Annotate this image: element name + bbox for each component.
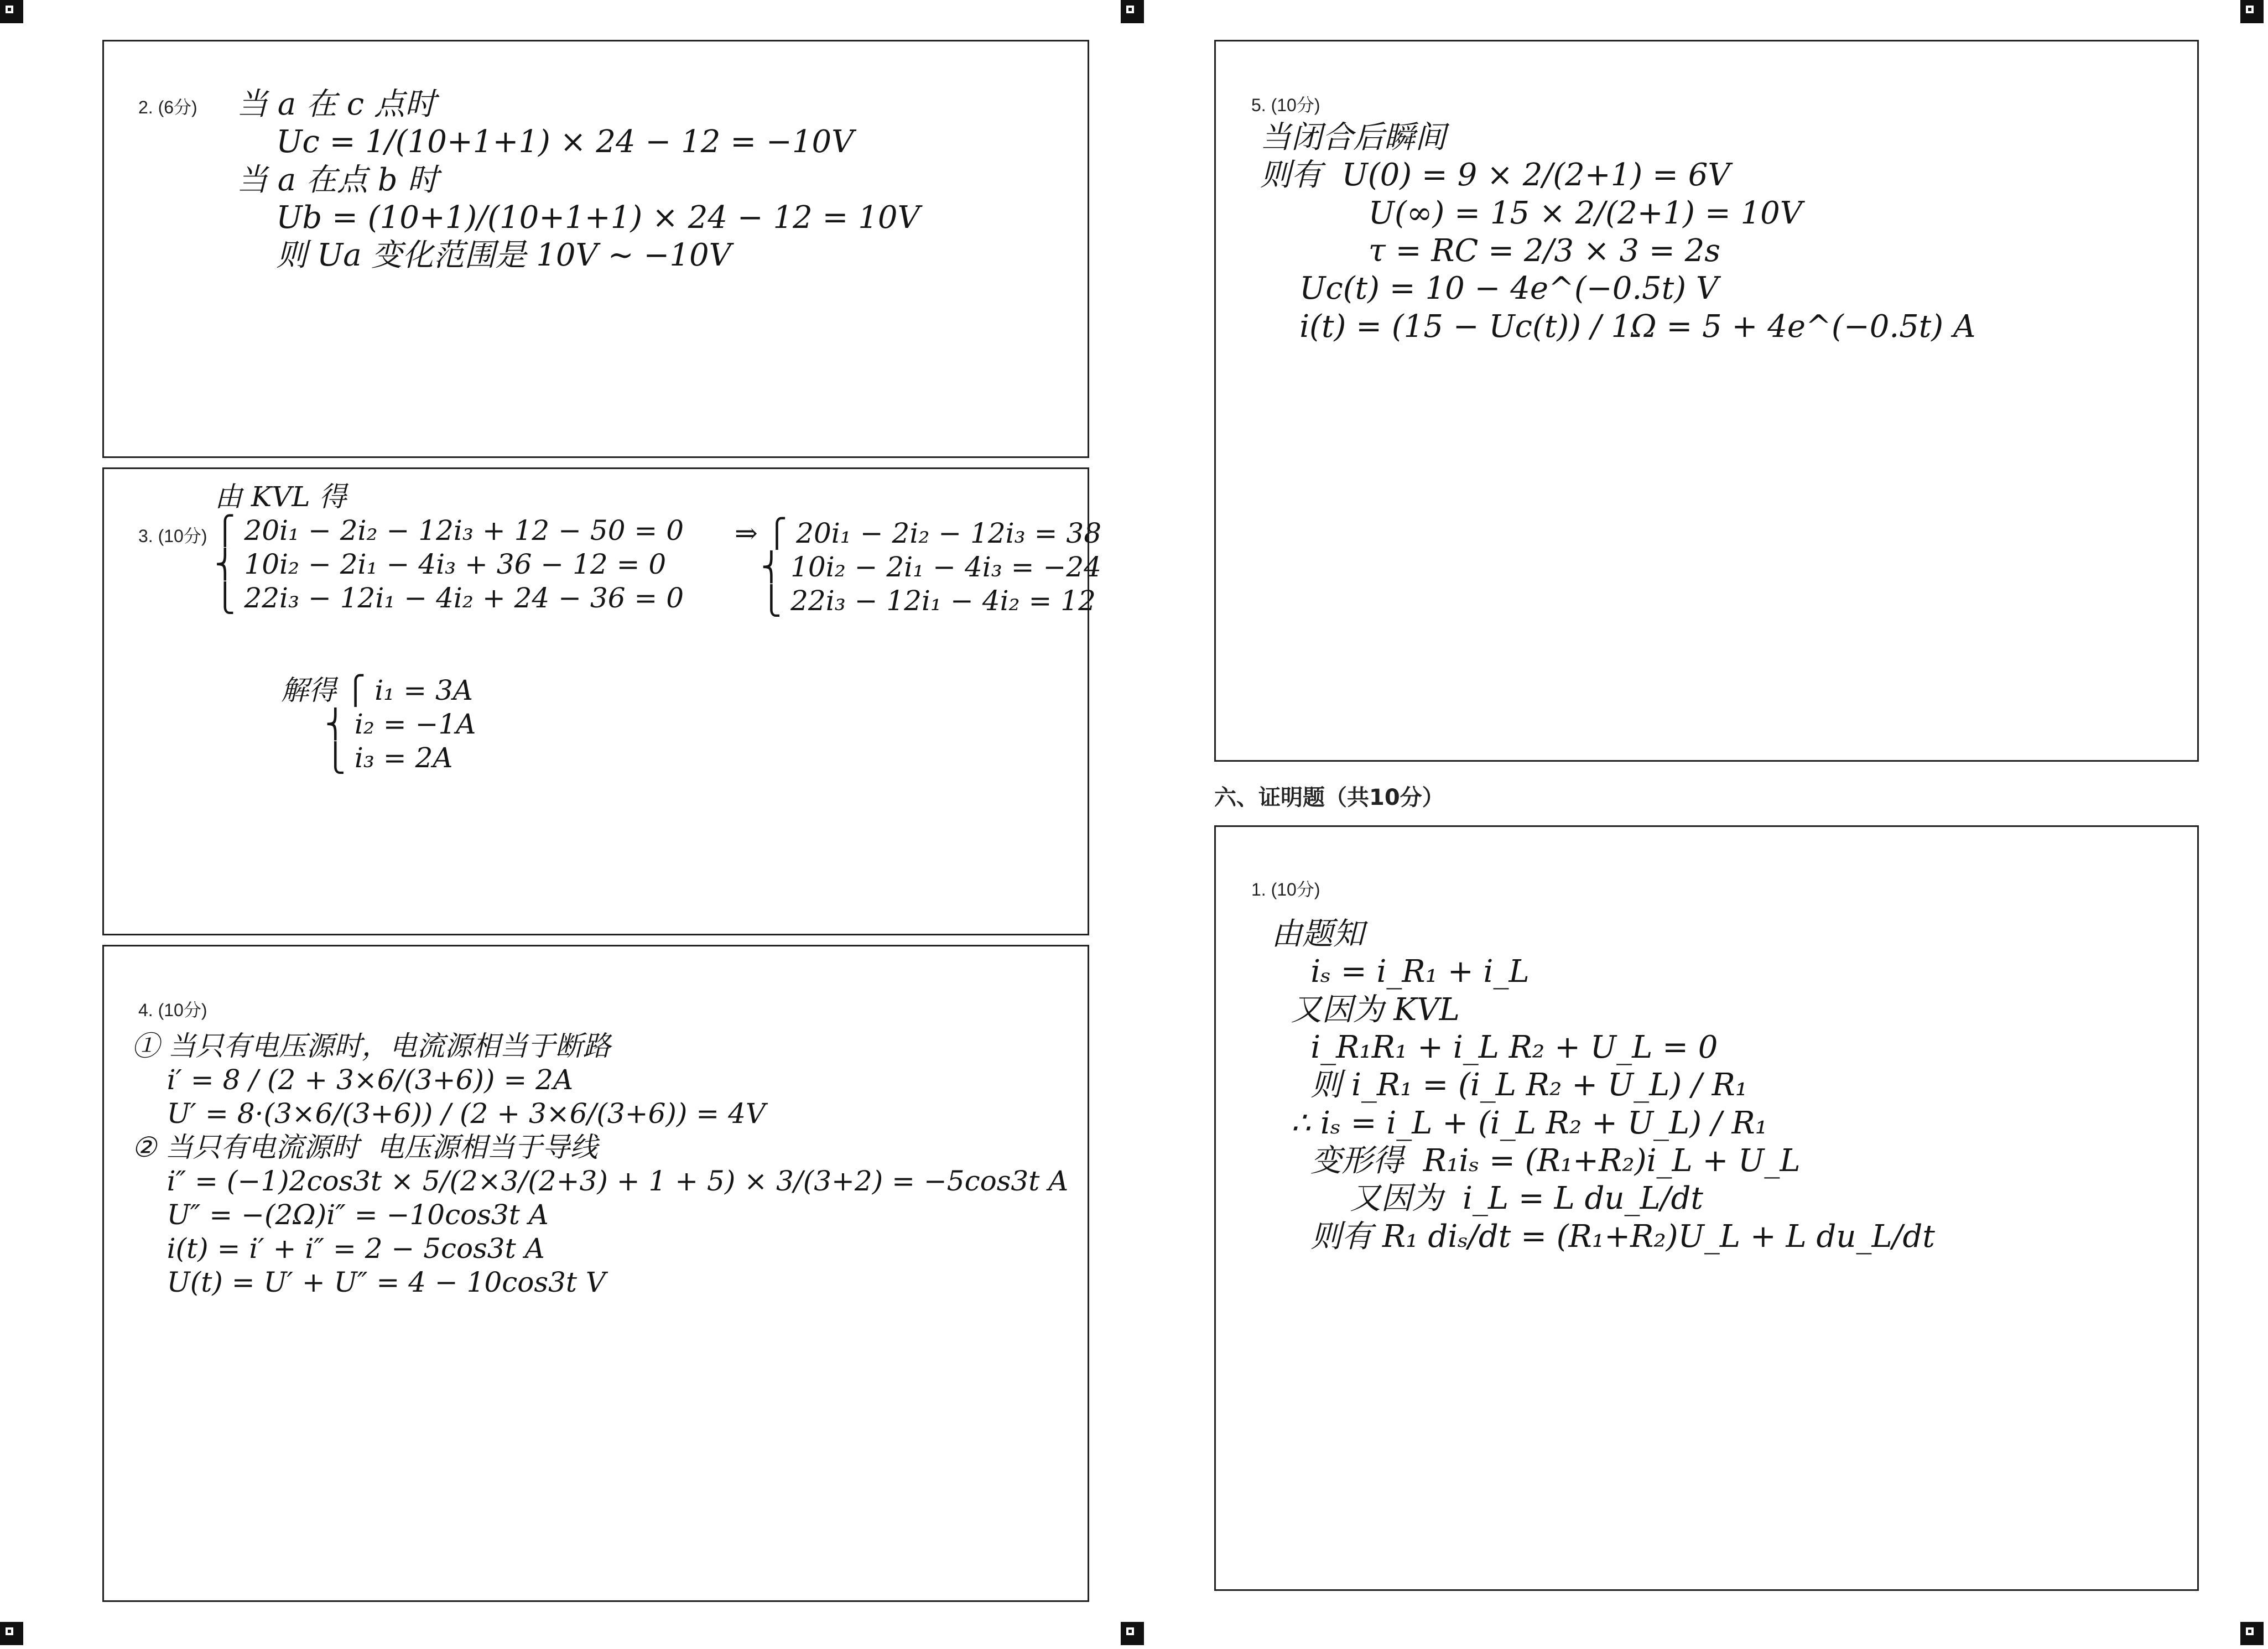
corner-mark-bottom-left <box>0 1622 23 1645</box>
question-label: 4. (10分) <box>138 1000 207 1020</box>
corner-mark-top-right <box>2240 0 2264 23</box>
handwritten-answer: 由题知 iₛ = i_R₁ + i_L 又因为 KVL i_R₁R₁ + i_L R₂ + U_L = 0 则 i_R₁ = (i_L R₂ + U_L) / R₁ ∴ iₛ = i_L + (i_L R₂ + U_L) / R₁ 变形得 R₁iₛ = (R₁+R₂)i_L + U_L 又因为 i_L = L du_L/dt 则有 R₁ diₛ/dt = (R₁+R₂)U_L + L du_L/dt <box>1271 916 1935 1255</box>
handwritten-answer: ① 当只有电压源时，电流源相当于断路 i′ = 8 / (2 + 3×6/(3+6)) = 2A U′ = 8·(3×6/(3+6)) / (2 + 3×6/(3+6)) = 4V ② 当只有电流源时 电压源相当于导线 i″ = (−1)2cos3t × 5/(2×3/(2+3) + 1 + 5) × 3/(3+2) = −5cos3t A U″ = −(2Ω)i″ = −10cos3t A i(t) = i′ + i″ = 2 − 5cos3t A U(t) = U′ + U″ = 4 − 10cos3t V <box>132 1030 1069 1298</box>
handwritten-equations: 由 KVL 得 ⎧ 20i₁ − 2i₂ − 12i₃ + 12 − 50 = 0 ⎨ 10i₂ − 2i₁ − 4i₃ + 36 − 12 = 0 ⎩ 22i₃ − 12i₁ − 4i₂ + 24 − 36 = 0 <box>215 481 684 614</box>
question-label: 3. (10分) <box>138 526 207 546</box>
handwritten-simplified-equations: ⇒ ⎧ 20i₁ − 2i₂ − 12i₃ = 38 ⎨ 10i₂ − 2i₁ − 4i₃ = −24 ⎩ 22i₃ − 12i₁ − 4i₂ = 12 <box>735 517 1102 617</box>
corner-mark-top-left <box>0 0 23 23</box>
corner-mark-top-center <box>1121 0 1144 23</box>
section-title-proof: 六、证明题（共10分） <box>1214 785 1444 810</box>
handwritten-answer: 当 a 在 c 点时 Uc = 1/(10+1+1) × 24 − 12 = −10V 当 a 在点 b 时 Ub = (10+1)/(10+1+1) × 24 − 12 = 10V 则 Ua 变化范围是 10V ~ −10V <box>237 86 920 274</box>
handwritten-answer: 当闭合后瞬间 则有 U(0) = 9 × 2/(2+1) = 6V U(∞) = 15 × 2/(2+1) = 10V τ = RC = 2/3 × 3 = 2s Uc(t) = 10 − 4e^(−0.5t) V i(t) = (15 − Uc(t)) / 1Ω = 5 + 4e^(−0.5t) A <box>1260 119 1976 345</box>
answer-box-q2 <box>102 40 1089 458</box>
corner-mark-bottom-center <box>1121 1622 1144 1645</box>
answer-box-q5 <box>1214 40 2199 762</box>
answer-box-q3 <box>102 467 1102 935</box>
answer-box-proof-q1 <box>1214 825 2199 1591</box>
question-label: 2. (6分) <box>138 97 197 117</box>
corner-mark-bottom-right <box>2240 1622 2264 1645</box>
handwritten-solution: 解得 ⎧ i₁ = 3A ⎨ i₂ = −1A ⎩ i₃ = 2A <box>281 674 476 774</box>
question-label: 1. (10分) <box>1251 880 1320 899</box>
answer-box-q4 <box>102 945 1089 1602</box>
question-label: 5. (10分) <box>1251 95 1320 115</box>
